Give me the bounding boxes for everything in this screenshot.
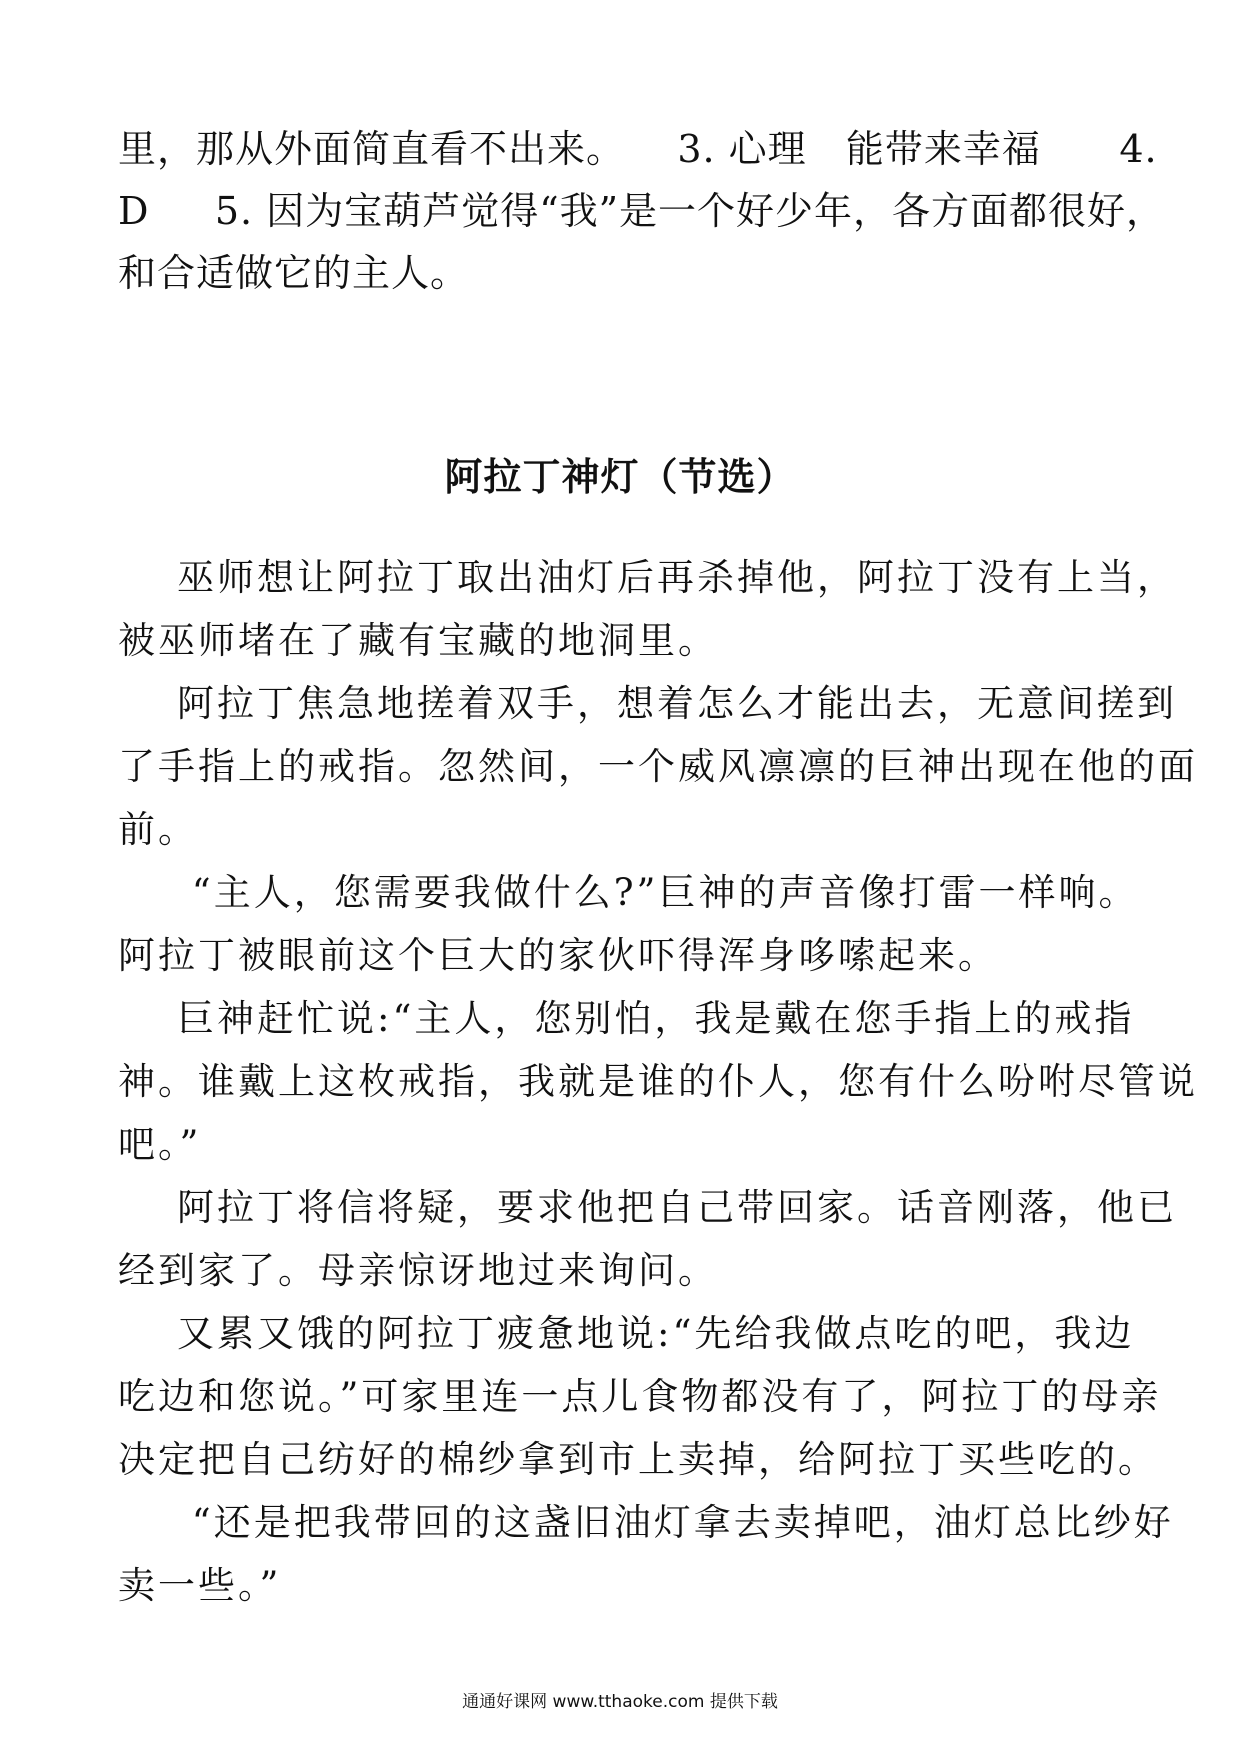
story-line: 又累又饿的阿拉丁疲惫地说:“先给我做点吃的吧，我边 [118,1312,1135,1355]
story-body [118,546,1198,1617]
story-line: 被巫师堵在了藏有宝藏的地洞里。 [118,619,718,662]
story-line: “主人，您需要我做什么?”巨神的声音像打雷一样响。 [118,871,1139,914]
story-line: 吧。” [118,1123,202,1166]
story-line: 阿拉丁被眼前这个巨大的家伙吓得浑身哆嗦起来。 [118,934,998,977]
answer-section [118,118,1166,304]
answer-line-2: D 5. 因为宝葫芦觉得“我”是一个好少年，各方面都很好， [118,189,1166,233]
story-line: 前。 [118,808,198,851]
story-line: 吃边和您说。”可家里连一点儿食物都没有了，阿拉丁的母亲 [118,1375,1162,1418]
story-line: 阿拉丁焦急地搓着双手，想着怎么才能出去，无意间搓到 [118,682,1178,725]
story-line: “还是把我带回的这盏旧油灯拿去卖掉吧，油灯总比纱好 [118,1501,1174,1544]
story-line: 巫师想让阿拉丁取出油灯后再杀掉他，阿拉丁没有上当， [118,556,1178,599]
story-line: 神。谁戴上这枚戒指，我就是谁的仆人，您有什么吩咐尽管说 [118,1060,1198,1103]
story-line: 巨神赶忙说:“主人，您别怕，我是戴在您手指上的戒指 [118,997,1135,1040]
story-line: 了手指上的戒指。忽然间，一个威风凛凛的巨神出现在他的面 [118,745,1198,788]
story-line: 经到家了。母亲惊讶地过来询问。 [118,1249,718,1292]
story-line: 阿拉丁将信将疑，要求他把自己带回家。话音刚落，他已 [118,1186,1178,1229]
story-title: 阿拉丁神灯（节选） [444,455,796,499]
footer-credit: 通通好课网 www.tthaoke.com 提供下载 [462,1692,778,1712]
answer-line-1: 里，那从外面简直看不出来。 3. 心理 能带来幸福 4. [118,127,1158,171]
story-line: 卖一些。” [118,1564,282,1607]
story-line: 决定把自己纺好的棉纱拿到市上卖掉，给阿拉丁买些吃的。 [118,1438,1158,1481]
answer-line-3: 和合适做它的主人。 [118,251,470,295]
